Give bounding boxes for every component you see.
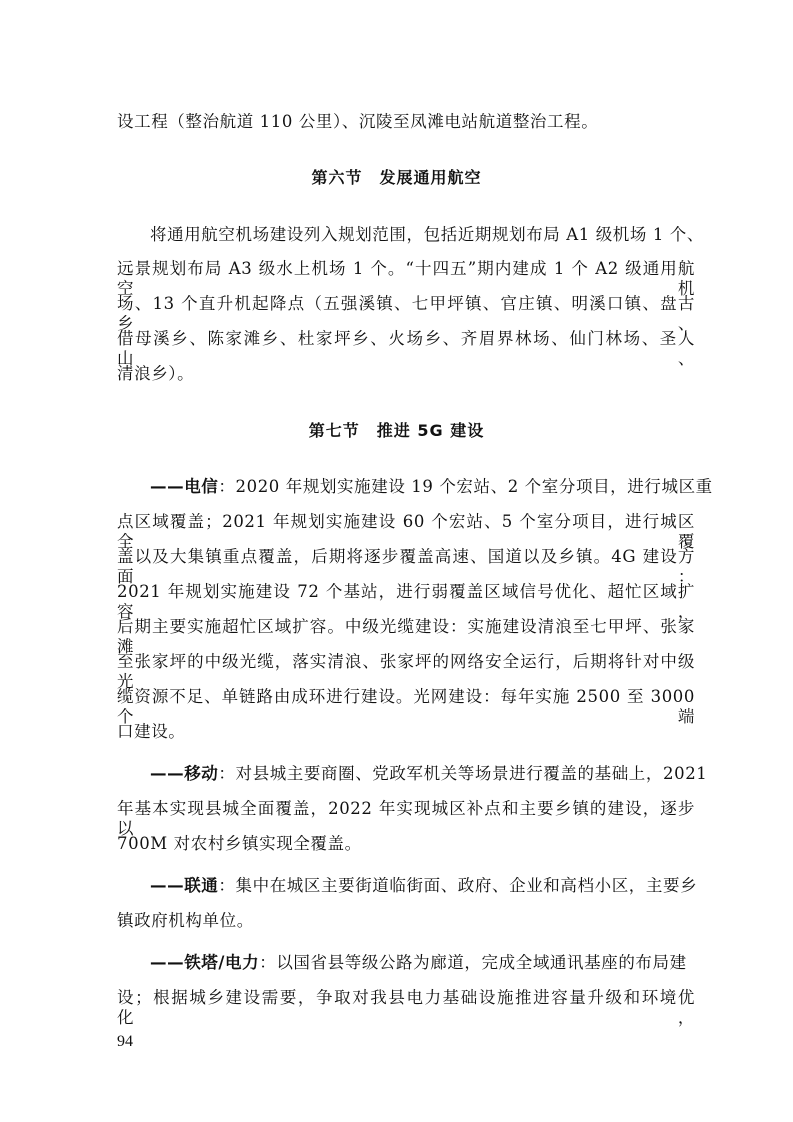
text-line: 盖以及大集镇重点覆盖，后期将逐步覆盖高速、国道以及乡镇。4G 建设方面： (117, 547, 695, 586)
text-line: 设；根据城乡建设需要，争取对我县电力基础设施推进容量升级和环境优化， (117, 988, 695, 1027)
text-line: 场、13 个直升机起降点（五强溪镇、七甲坪镇、官庄镇、明溪口镇、盘古乡、 (117, 294, 695, 333)
text-line: 将通用航空机场建设列入规划范围，包括近期规划布局 A1 级机场 1 个、 (150, 225, 704, 244)
text-line: 远景规划布局 A3 级水上机场 1 个。“十四五”期内建成 1 个 A2 级通用航空机 (117, 259, 695, 298)
text-line: 700M 对农村乡镇实现全覆盖。 (117, 834, 362, 853)
page-number: 94 (117, 1033, 133, 1050)
unicom-lead: ——联通 (150, 876, 219, 895)
text-line: 设工程（整治航道 110 公里）、沉陵至凤滩电站航道整治工程。 (117, 112, 599, 131)
paragraph-mobile-first-line (150, 764, 707, 784)
text-line: 2021 年规划实施建设 72 个基站，进行弱覆盖区域信号优化、超忙区域扩容， (117, 582, 695, 621)
text-span: ：对县城主要商圈、党政军机关等场景进行覆盖的基础上，2021 (218, 764, 708, 783)
paragraph-unicom-first-line (150, 876, 697, 896)
telecom-lead: ——电信 (150, 477, 219, 496)
text-line: 清浪乡）。 (117, 364, 195, 383)
text-line: 至张家坪的中级光缆，落实清浪、张家坪的网络安全运行，后期将针对中级光 (117, 652, 695, 691)
text-line: 年基本实现县城全面覆盖，2022 年实现城区补点和主要乡镇的建设，逐步以 (117, 799, 695, 838)
text-line: 镇政府机构单位。 (117, 911, 254, 930)
text-line: 点区域覆盖；2021 年规划实施建设 60 个宏站、5 个室分项目，进行城区全覆 (117, 512, 695, 551)
paragraph-tower-first-line (150, 953, 687, 973)
mobile-lead: ——移动 (150, 764, 219, 783)
text-span: ：以国省县等级公路为廊道，完成全域通讯基座的布局建 (259, 953, 687, 972)
text-span: ：集中在城区主要街道临街面、政府、企业和高档小区，主要乡 (218, 876, 698, 895)
text-span: ：2020 年规划实施建设 19 个宏站、2 个室分项目，进行城区重 (218, 477, 713, 496)
section-7-heading: 第七节 推进 5G 建设 (308, 421, 485, 440)
text-line: 借母溪乡、陈家滩乡、杜家坪乡、火场乡、齐眉界林场、仙门林场、圣人山、 (117, 329, 695, 368)
section-6-heading: 第六节 发展通用航空 (311, 168, 482, 187)
paragraph-telecom-first-line (150, 477, 713, 497)
text-line: 缆资源不足、单链路由成环进行建设。光网建设：每年实施 2500 至 3000 个端 (117, 687, 695, 726)
tower-lead: ——铁塔/电力 (150, 953, 260, 972)
text-line: 后期主要实施超忙区域扩容。中级光缆建设：实施建设清浪至七甲坪、张家滩 (117, 617, 695, 656)
text-line: 口建设。 (117, 722, 186, 741)
